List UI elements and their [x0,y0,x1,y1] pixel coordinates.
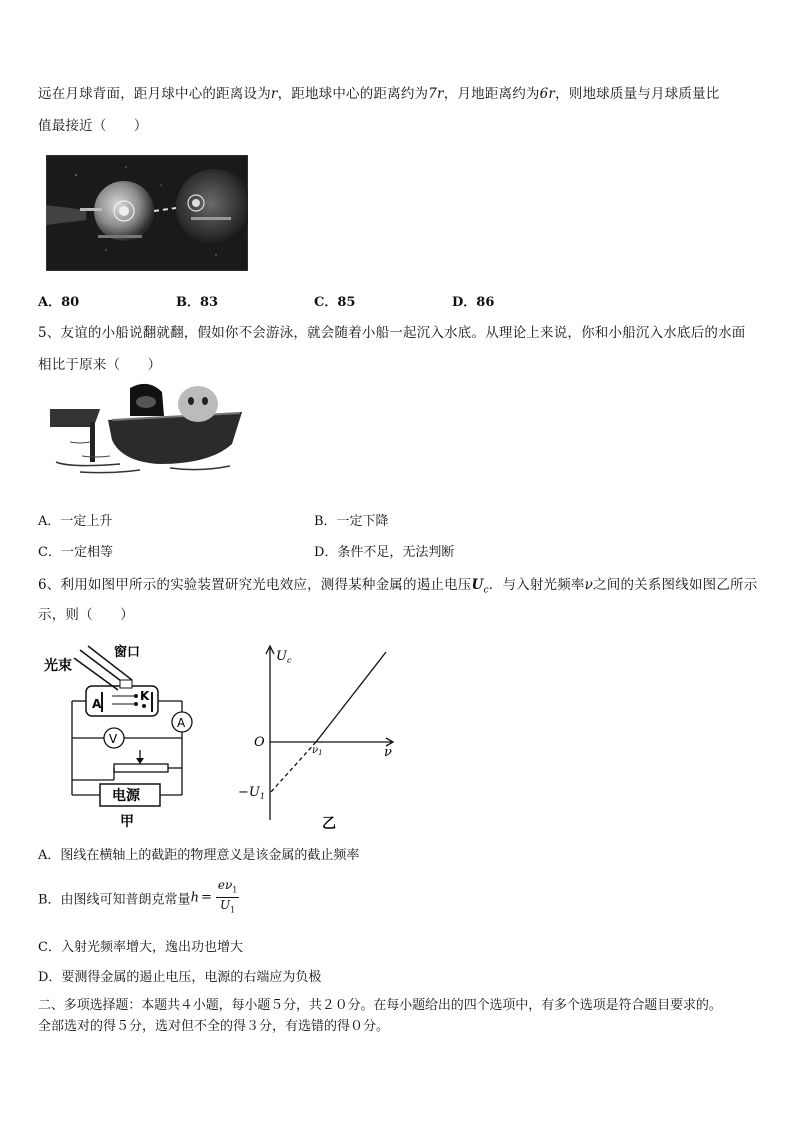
var-U-sub: c [483,585,489,596]
var-nu: ν [584,577,594,593]
q6-stem-line1: 6、利用如图甲所示的实验装置研究光电效应，测得某种金属的遏止电压$U_c$．与入射光频率ν之间的关系图线如图乙所示 [38,577,758,596]
q6-option-c: C．入射光频率增大，逸出功也增大 [38,940,243,955]
section2-line1: 二、多项选择题：本题共４小题，每小题５分，共２０分。在每小题给出的四个选项中，有多个选项是符合题目要求的。 [38,998,722,1013]
q6-option-a: A．图线在横轴上的截距的物理意义是该金属的截止频率 [38,848,360,863]
q4-text-c: ，月地距离约为 [443,86,540,102]
q6-option-b [38,878,239,918]
var-7r: 7r [428,86,444,102]
q5-option-b: B．一定下降 [314,514,389,529]
fraction-denominator: $U_1$ [219,898,236,915]
q5-option-d: D．条件不足，无法判断 [314,545,455,560]
q4-text-d: ，则地球质量与月球质量比 [555,86,720,102]
figure-a-caption: 甲 [120,814,134,830]
q4-stem-line1 [38,82,719,102]
q4-option-b: B．83 [176,295,219,310]
ammeter-label: A [177,716,186,730]
q5-option-c: C．一定相等 [38,545,113,560]
origin-label: O [254,735,265,750]
x-axis-label: ν [384,745,392,760]
voltmeter-label: V [109,732,118,746]
q5-stem-line1: 5、友谊的小船说翻就翻，假如你不会游泳，就会随着小船一起沉入水底。从理论上来说，你和小船沉入水底后的水面 [38,325,746,341]
fraction-numerator: $e\nu_1$ [216,878,240,898]
window-label: 窗口 [114,645,141,660]
q4-stem-line2: 值最接近（ ） [38,118,148,134]
figure-b-caption: 乙 [322,816,336,832]
circuit-diagram [40,640,210,832]
anode-label: A [92,697,102,711]
q5-option-a: A．一定上升 [38,514,113,529]
q4-option-d: D．86 [452,295,495,310]
q6-option-b-text: B．由图线可知普朗克常量 [38,892,191,908]
cathode-label: K [140,689,150,703]
q6-text-c: 之间的关系图线如图乙所示 [593,577,758,593]
q4-text-a: 远在月球背面，距月球中心的距离设为 [38,86,271,102]
moon-earth-photo [46,155,248,271]
boat-cartoon [50,382,244,474]
light-beam-label: 光束 [44,658,72,674]
stopping-voltage-graph [236,640,396,832]
x-intercept-label: $\nu_1$ [312,745,323,757]
q6-option-d: D．要测得金属的遏止电压，电源的右端应为负极 [38,970,322,985]
q6-text-a: 6、利用如图甲所示的实验装置研究光电效应，测得某种金属的遏止电压 [38,577,472,593]
q6-text-b: 与入射光频率 [502,577,585,593]
planck-h: h [190,890,199,906]
equals-sign: = [200,890,212,906]
var-6r: 6r [539,86,556,102]
q4-option-c: C．85 [314,295,356,310]
y-intercept-label: $-U_1$ [238,785,265,801]
var-r: r [270,86,278,102]
q4-text-b: ，距地球中心的距离约为 [277,86,429,102]
power-label: 电源 [112,788,140,804]
q5-stem-line2: 相比于原来（ ） [38,357,162,373]
fraction [216,878,240,918]
y-axis-label: $U_c$ [276,649,292,665]
section2-line2: 全部选对的得５分，选对但不全的得３分，有选错的得０分。 [38,1019,390,1034]
q4-option-a: A．80 [38,295,80,310]
q6-stem-line2: 示，则（ ） [38,607,134,623]
var-U: U [471,577,484,593]
